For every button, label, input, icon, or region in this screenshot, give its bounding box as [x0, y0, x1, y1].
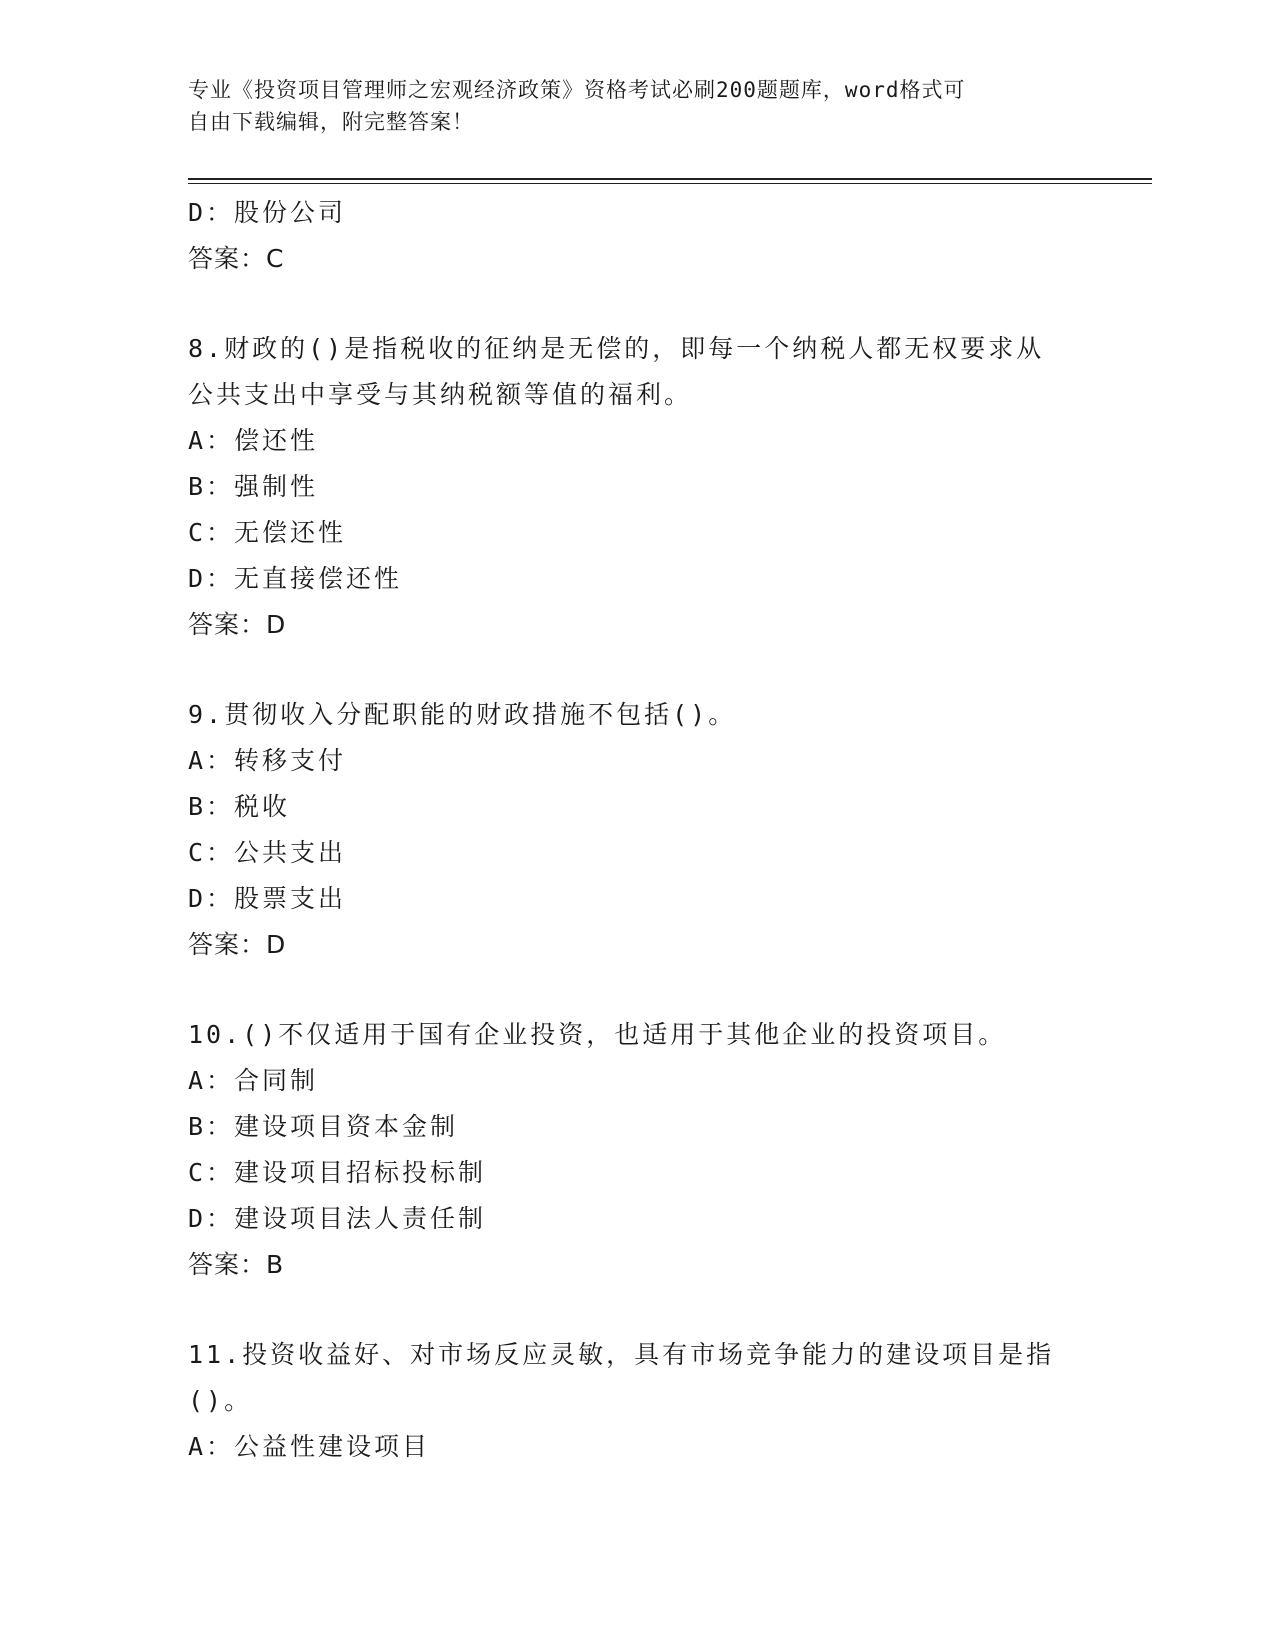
option-b: B：税收	[188, 792, 291, 821]
option-d: D：股份公司	[188, 198, 347, 227]
option-d: D：无直接偿还性	[188, 564, 403, 593]
answer: 答案：C	[188, 244, 285, 273]
question-text-line-1: 10.()不仅适用于国有企业投资，也适用于其他企业的投资项目。	[188, 1020, 1007, 1049]
option-a: A：偿还性	[188, 426, 319, 455]
option-a: A：转移支付	[188, 746, 347, 775]
question-11	[188, 1332, 1088, 1470]
option-a: A：公益性建设项目	[188, 1432, 431, 1461]
spacer	[188, 1288, 1088, 1332]
option-c: C：公共支出	[188, 838, 347, 867]
question-10	[188, 1012, 1088, 1288]
answer: 答案：B	[188, 1250, 285, 1279]
question-text-line-1: 9.贯彻收入分配职能的财政措施不包括()。	[188, 700, 737, 729]
option-d: D：股票支出	[188, 884, 347, 913]
page-header	[188, 74, 1088, 138]
option-a: A：合同制	[188, 1066, 319, 1095]
option-b: B：强制性	[188, 472, 319, 501]
spacer	[188, 648, 1088, 692]
question-content	[188, 190, 1088, 1470]
question-text-line-2: 公共支出中享受与其纳税额等值的福利。	[188, 380, 693, 409]
option-c: C：无偿还性	[188, 518, 347, 547]
question-9	[188, 692, 1088, 968]
header-divider-thin	[188, 183, 1152, 184]
question-8	[188, 326, 1088, 648]
header-line-2: 自由下载编辑，附完整答案！	[188, 110, 474, 134]
header-divider	[188, 178, 1152, 180]
answer: 答案：D	[188, 930, 287, 959]
option-d: D：建设项目法人责任制	[188, 1204, 487, 1233]
answer: 答案：D	[188, 610, 287, 639]
option-c: C：建设项目招标投标制	[188, 1158, 487, 1187]
question-text-line-1: 11.投资收益好、对市场反应灵敏，具有市场竞争能力的建设项目是指	[188, 1340, 1055, 1369]
header-line-1: 专业《投资项目管理师之宏观经济政策》资格考试必刷200题题库，word格式可	[188, 78, 966, 102]
option-b: B：建设项目资本金制	[188, 1112, 459, 1141]
spacer	[188, 968, 1088, 1012]
question-text-line-1: 8.财政的()是指税收的征纳是无偿的，即每一个纳税人都无权要求从	[188, 334, 1045, 363]
question-text-line-2: ()。	[188, 1386, 253, 1415]
spacer	[188, 282, 1088, 326]
